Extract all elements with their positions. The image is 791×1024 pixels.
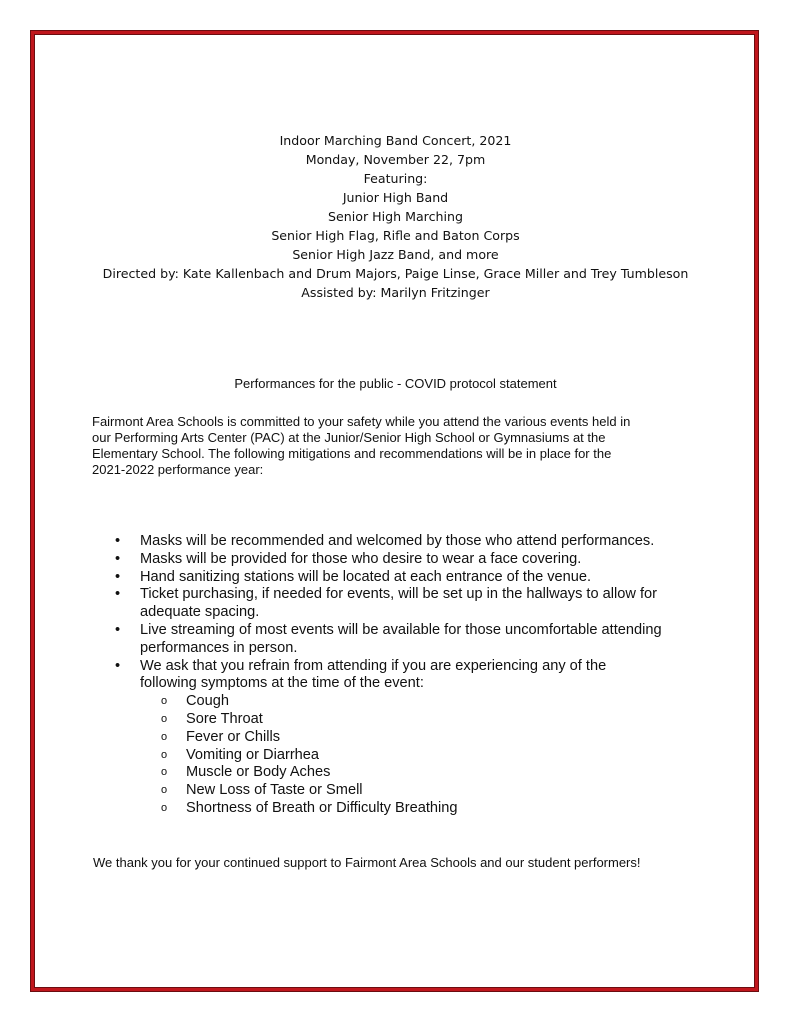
- covid-statement-title: Performances for the public - COVID protocol statement: [234, 376, 557, 391]
- circle-bullet-icon: o: [161, 730, 168, 743]
- symptom-list: [140, 693, 791, 818]
- intro-line: Elementary School. The following mitigations and recommendations will be in place for the: [92, 446, 612, 461]
- featured-group: Senior High Flag, Rifle and Baton Corps: [271, 228, 520, 243]
- protocol-text: Hand sanitizing stations will be located at each entrance of the venue.: [140, 568, 592, 585]
- symptom-item: [140, 747, 791, 765]
- protocol-item: [0, 533, 791, 551]
- circle-bullet-icon: o: [161, 766, 168, 779]
- protocol-text: Live streaming of most events will be available for those uncomfortable attending: [140, 621, 662, 638]
- bullet-icon: •: [115, 621, 121, 638]
- concert-title: Indoor Marching Band Concert, 2021: [279, 133, 512, 148]
- symptom-text: Shortness of Breath or Difficulty Breathing: [186, 799, 458, 816]
- intro-line: 2021-2022 performance year:: [92, 462, 264, 477]
- protocol-item: [0, 658, 791, 818]
- symptom-text: Vomiting or Diarrhea: [186, 746, 320, 763]
- closing-statement: We thank you for your continued support to Fairmont Area Schools and our student performers!: [93, 855, 641, 870]
- symptom-text: Sore Throat: [186, 710, 263, 727]
- intro-line: our Performing Arts Center (PAC) at the Junior/Senior High School or Gymnasiums at the: [92, 430, 606, 445]
- concert-date: Monday, November 22, 7pm: [305, 152, 486, 167]
- directors-line: Directed by: Kate Kallenbach and Drum Majors, Paige Linse, Grace Miller and Trey Tumbleson: [102, 266, 689, 281]
- symptom-item: [140, 711, 791, 729]
- protocol-text: adequate spacing.: [140, 604, 260, 621]
- protocol-item: [0, 569, 791, 587]
- protocol-text: Masks will be recommended and welcomed by those who attend performances.: [140, 533, 655, 549]
- featuring-label: Featuring:: [363, 171, 428, 186]
- circle-bullet-icon: o: [161, 695, 168, 708]
- bullet-icon: •: [115, 550, 121, 567]
- intro-line: Fairmont Area Schools is committed to your safety while you attend the various events held in: [92, 414, 631, 429]
- symptom-text: New Loss of Taste or Smell: [186, 782, 363, 799]
- circle-bullet-icon: o: [161, 784, 168, 797]
- circle-bullet-icon: o: [161, 801, 168, 814]
- bullet-icon: •: [115, 586, 121, 603]
- featured-group: Senior High Jazz Band, and more: [292, 247, 499, 262]
- protocol-list: [0, 533, 791, 818]
- protocol-item: [0, 622, 791, 658]
- symptom-text: Fever or Chills: [186, 728, 281, 745]
- symptom-item: [140, 729, 791, 747]
- symptom-text: Muscle or Body Aches: [186, 764, 331, 781]
- symptom-item: [140, 693, 791, 711]
- featured-group: Senior High Marching: [328, 209, 463, 224]
- bullet-icon: •: [115, 533, 121, 549]
- symptom-item: [140, 764, 791, 782]
- symptom-item: [140, 782, 791, 800]
- protocol-text: performances in person.: [140, 639, 298, 656]
- protocol-item: [0, 586, 791, 622]
- concert-announcement: [0, 131, 791, 302]
- featured-group: Junior High Band: [342, 190, 449, 205]
- protocol-text: following symptoms at the time of the event:: [140, 675, 424, 692]
- protocol-text: We ask that you refrain from attending if you are experiencing any of the: [140, 657, 607, 674]
- circle-bullet-icon: o: [161, 748, 168, 761]
- protocol-text: Masks will be provided for those who desire to wear a face covering.: [140, 550, 582, 567]
- bullet-icon: •: [115, 568, 121, 585]
- bullet-icon: •: [115, 657, 121, 674]
- circle-bullet-icon: o: [161, 712, 168, 725]
- assistant-line: Assisted by: Marilyn Fritzinger: [301, 285, 490, 300]
- covid-intro-paragraph: [92, 414, 702, 478]
- symptom-item: [140, 800, 791, 818]
- protocol-text: Ticket purchasing, if needed for events, will be set up in the hallways to allow for: [140, 586, 657, 603]
- protocol-item: [0, 551, 791, 569]
- symptom-text: Cough: [186, 693, 230, 710]
